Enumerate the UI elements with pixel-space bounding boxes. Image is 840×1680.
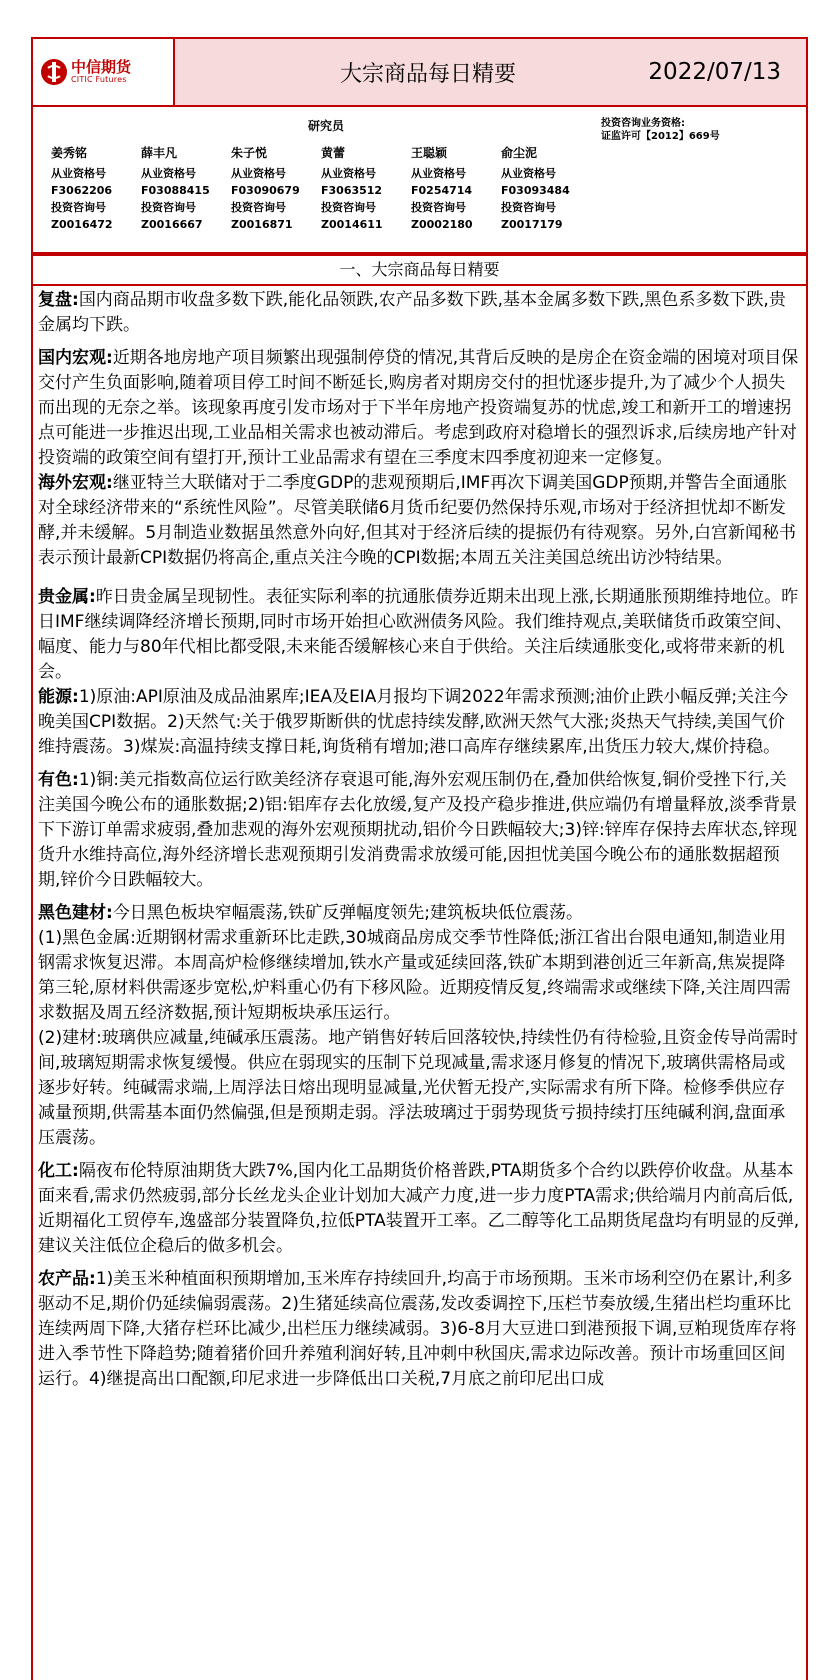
license-number: F03088415 <box>141 184 210 197</box>
paragraph-energy <box>38 685 801 760</box>
consult-number: Z0016871 <box>231 218 293 231</box>
paragraph-ferrous-metals <box>38 926 801 1026</box>
license-number: F03093484 <box>501 184 570 197</box>
company-logo <box>33 39 175 105</box>
paragraph-text: 今日黑色板块窄幅震荡,铁矿反弹幅度领先;建筑板块低位震荡。 <box>112 903 583 923</box>
paragraph-label: 国内宏观: <box>38 348 113 368</box>
paragraph-text: 1)铜:美元指数高位运行欧美经济存衰退可能,海外宏观压制仍在,叠加供给恢复,铜价受挫下行,关注美国今晚公布的通胀数据;2)铝:铝库存去化放缓,复产及投产稳步推进,供应端仍有增量释放,淡季背景下下游订单需求疲弱,叠加悲观的海外宏观预期扰动,铝价今日跌幅较大;3)锌:锌库存保持去库状态,锌现货升水维持高位,海外经济增长悲观预期引发消费需求放缓可能,因担忧美国今晚公布的通胀数据超预期,锌价今日跌幅较大。 <box>38 770 798 890</box>
researcher-name: 姜秀铭 <box>51 146 88 160</box>
logo-cn-text: 中信期货 <box>71 58 132 76</box>
consult-number: Z0017179 <box>501 218 563 231</box>
consult-qualification <box>601 117 720 143</box>
researcher <box>411 145 499 233</box>
license-label: 从业资格号 <box>501 167 556 180</box>
paragraph-text: 1)原油:API原油及成品油累库;IEA及EIA月报均下调2022年需求预测;油价止跌小幅反弹;关注今晚美国CPI数据。2)天然气:关于俄罗斯断供的忧虑持续发酵,欧洲天然气大涨;炎热天气持续,美国气价维持震荡。3)煤炭:高温持续支撑日耗,询货稍有增加;港口高库存继续累库,出货压力较大,煤价持稳。 <box>38 687 789 757</box>
license-number: F3062206 <box>51 184 113 197</box>
researcher-name: 朱子悦 <box>231 146 268 160</box>
researcher-name: 王聪颖 <box>411 146 448 160</box>
paragraph-domestic-macro <box>38 346 801 471</box>
report-header <box>33 39 806 107</box>
researcher <box>321 145 409 233</box>
paragraph-precious-metals <box>38 585 801 685</box>
paragraph-text: 继亚特兰大联储对于二季度GDP的悲观预期后,IMF再次下调美国GDP预期,并警告全面通胀对全球经济带来的“系统性风险”。尽管美联储6月货币纪要仍然保持乐观,市场对于经济担忧却不断发酵,并未缓解。5月制造业数据虽然意外向好,但其对于经济后续的提振仍有待观察。另外,白宫新闻秘书表示预计最新CPI数据仍将高企,重点关注今晚的CPI数据;本周五关注美国总统出访沙特结果。 <box>38 473 797 568</box>
researcher <box>231 145 319 233</box>
paragraph-agriculture <box>38 1267 801 1392</box>
paragraph-text: (1)黑色金属:近期钢材需求重新环比走跌,30城商品房成交季节性降低;浙江省出台限电通知,制造业用钢需求恢复迟滞。本周高炉检修继续增加,铁水产量或延续回落,铁矿本期到港创近三年新高,焦炭提降第三轮,原材料供需逐步宽松,炉料重心仍有下移风险。近期疫情反复,终端需求或继续下降,关注周四需求数据及周五经济数据,预计短期板块承压运行。 <box>38 928 791 1023</box>
consult-number: Z0014611 <box>321 218 383 231</box>
researcher <box>501 145 589 233</box>
paragraph-text: 近期各地房地产项目频繁出现强制停贷的情况,其背后反映的是房企在资金端的困境对项目保交付产生负面影响,随着项目停工时间不断延长,购房者对期房交付的担忧逐步提升,为了减少个人损失而出现的无奈之举。该现象再度引发市场对于下半年房地产投资端复苏的忧虑,竣工和新开工的增速拐点可能进一步推迟出现,工业品相关需求也被动滞后。考虑到政府对稳增长的强烈诉求,后续房地产针对投资端的政策空间有望打开,预计工业品需求有望在三季度末四季度初迎来一定修复。 <box>38 348 799 468</box>
consult-label: 投资咨询号 <box>141 201 196 214</box>
researcher <box>51 145 139 233</box>
license-label: 从业资格号 <box>321 167 376 180</box>
paragraph-chemicals <box>38 1159 801 1259</box>
team-heading: 研究员 <box>308 119 345 133</box>
license-number: F3063512 <box>321 184 383 197</box>
paragraph-label: 贵金属: <box>38 587 96 607</box>
paragraph-label: 能源: <box>38 687 79 707</box>
paragraph-text: 1)美玉米种植面积预期增加,玉米库存持续回升,均高于市场预期。玉米市场利空仍在累计,利多驱动不足,期价仍延续偏弱震荡。2)生猪延续高位震荡,发改委调控下,压栏节奏放缓,生猪出栏均重环比连续两周下降,大猪存栏环比减少,出栏压力继续减弱。3)6-8月大豆进口到港预报下调,豆粕现货库存将进入季节性下降趋势;随着猪价回升养殖利润好转,且冲刺中秋国庆,需求边际改善。预计市场重回区间运行。4)继提高出口配额,印尼求进一步降低出口关税,7月底之前印尼出口成 <box>38 1269 797 1389</box>
section-title: 一、大宗商品每日精要 <box>33 256 806 286</box>
title-banner <box>175 39 806 105</box>
paragraph-label: 复盘: <box>38 290 79 310</box>
paragraph-label: 黑色建材: <box>38 903 113 923</box>
paragraph-text: 昨日贵金属呈现韧性。表征实际利率的抗通胀债券近期未出现上涨,长期通胀预期维持地位。昨日IMF继续调降经济增长预期,同时市场开始担心欧洲债务风险。我们维持观点,美联储货币政策空间、幅度、能力与80年代相比都受限,未来能否缓解核心来自于供给。关注后续通胀变化,或将带来新的机会。 <box>38 587 799 682</box>
paragraph-text: 隔夜布伦特原油期货大跌7%,国内化工品期货价格普跌,PTA期货多个合约以跌停价收盘。从基本面来看,需求仍然疲弱,部分长丝龙头企业计划加大减产力度,进一步力度PTA需求;供给端月内前高后低,近期福化工贸停车,逸盛部分装置降负,拉低PTA装置开工率。乙二醇等化工品期货尾盘均有明显的反弹,建议关注低位企稳后的做多机会。 <box>38 1161 800 1256</box>
consult-label: 投资咨询号 <box>231 201 286 214</box>
report-date: 2022/07/13 <box>648 59 781 85</box>
paragraph-label: 海外宏观: <box>38 473 113 493</box>
paragraph-overseas-macro <box>38 471 801 571</box>
consult-title: 投资咨询业务资格: <box>601 118 685 129</box>
license-label: 从业资格号 <box>51 167 106 180</box>
paragraph-label: 有色: <box>38 770 79 790</box>
consult-number: Z0016472 <box>51 218 113 231</box>
license-label: 从业资格号 <box>411 167 466 180</box>
researcher-name: 俞尘泥 <box>501 146 538 160</box>
paragraph-label: 农产品: <box>38 1269 96 1289</box>
consult-license: 证监许可【2012】669号 <box>601 131 720 142</box>
license-label: 从业资格号 <box>141 167 196 180</box>
report-frame <box>31 37 808 1680</box>
consult-number: Z0002180 <box>411 218 473 231</box>
license-number: F03090679 <box>231 184 300 197</box>
report-body <box>33 286 806 1392</box>
paragraph-ferrous-building <box>38 901 801 926</box>
consult-number: Z0016667 <box>141 218 203 231</box>
report-title: 大宗商品每日精要 <box>340 61 517 87</box>
consult-label: 投资咨询号 <box>501 201 556 214</box>
license-label: 从业资格号 <box>231 167 286 180</box>
paragraph-text: (2)建材:玻璃供应减量,纯碱承压震荡。地产销售好转后回落较快,持续性仍有待检验,且资金传导尚需时间,玻璃短期需求恢复缓慢。供应在弱现实的压制下兑现减量,需求逐月修复的情况下,玻璃供需格局或逐步好转。纯碱需求端,上周浮法日熔出现明显减量,光伏暂无投产,实际需求有所下降。检修季供应存减量预期,供需基本面仍然偏强,但是预期走弱。浮法玻璃过于弱势现货亏损持续打压纯碱利润,盘面承压震荡。 <box>38 1028 799 1148</box>
consult-label: 投资咨询号 <box>411 201 466 214</box>
researcher <box>141 145 229 233</box>
researcher-name: 黄蕾 <box>321 146 346 160</box>
consult-label: 投资咨询号 <box>51 201 106 214</box>
paragraph-label: 化工: <box>38 1161 79 1181</box>
paragraph-text: 国内商品期市收盘多数下跌,能化品领跌,农产品多数下跌,基本金属多数下跌,黑色系多数下跌,贵金属均下跌。 <box>38 290 786 335</box>
consult-label: 投资咨询号 <box>321 201 376 214</box>
paragraph-review <box>38 288 801 338</box>
citic-logo-icon <box>41 59 67 85</box>
research-team <box>33 107 806 256</box>
license-number: F0254714 <box>411 184 473 197</box>
logo-en-text: CITIC Futures <box>71 75 127 84</box>
paragraph-nonferrous <box>38 768 801 893</box>
researcher-name: 薛丰凡 <box>141 146 178 160</box>
paragraph-building-materials <box>38 1026 801 1151</box>
